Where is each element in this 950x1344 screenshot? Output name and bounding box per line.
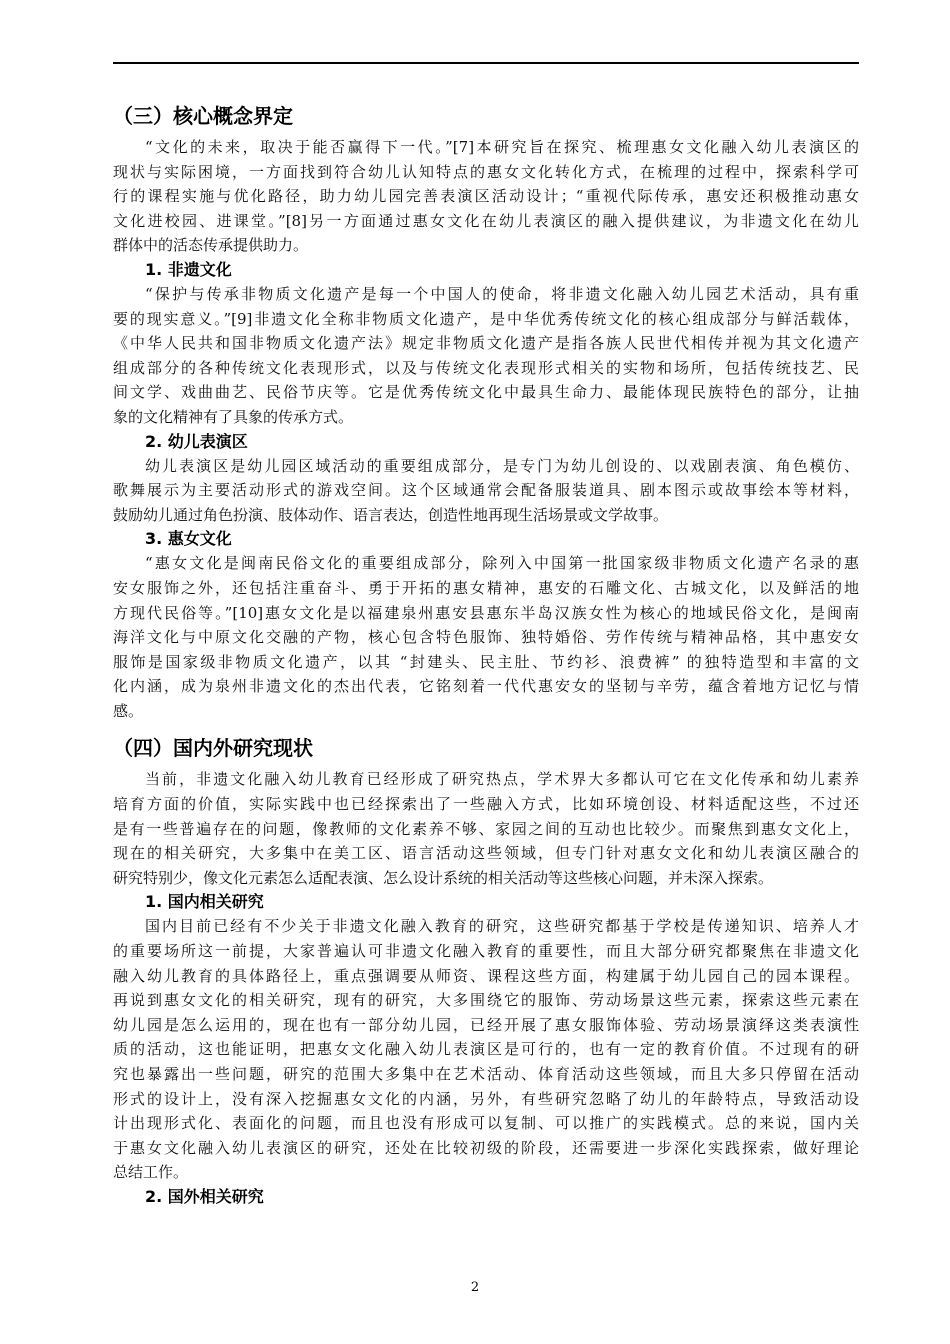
subheading-domestic-research: 1. 国内相关研究: [145, 892, 264, 912]
subheading-huinv-culture: 3. 惠女文化: [145, 529, 232, 549]
text-line: 化内涵，成为泉州非遗文化的杰出代表，它铭刻着一代代惠安女的坚韧与辛劳，蕴含着地方记忆与情: [113, 677, 859, 696]
text-line: “惠女文化是闽南民俗文化的重要组成部分，除列入中国第一批国家级非物质文化遗产名录的惠: [145, 554, 859, 573]
text-line: 幼儿表演区是幼儿园区域活动的重要组成部分，是专门为幼儿创设的、以戏剧表演、角色模仿、: [145, 456, 859, 475]
text-line: 的重要场所这一前提，大家普遍认可非遗文化融入教育的重要性，而且大部分研究都聚焦在非遗文化: [113, 942, 859, 961]
text-line: 究也暴露出一些问题，研究的范围大多集中在艺术活动、体育活动这些领域，而且大多只停留在活动: [113, 1065, 859, 1083]
text-line: 幼儿园是怎么运用的，现在也有一部分幼儿园，已经开展了惠女服饰体验、劳动场景演绎这类表演性: [113, 1015, 859, 1034]
text-line: “文化的未来，取决于能否赢得下一代。”[7]本研究旨在探究、梳理惠女文化融入幼儿表演区的: [145, 138, 859, 156]
text-line: 群体中的活态传承提供助力。: [113, 236, 309, 255]
text-line: 行的课程实施与优化路径，助力幼儿园完善表演区活动设计；“重视代际传承，惠安还积极推动惠女: [113, 187, 859, 206]
text-line: 融入幼儿教育的具体路径上，重点强调要从师资、课程这些方面，构建属于幼儿园自己的园本课程。: [113, 966, 859, 985]
section-heading-core-concepts: （三）核心概念界定: [113, 104, 293, 128]
text-line: “保护与传承非物质文化遗产是每一个中国人的使命，将非遗文化融入幼儿园艺术活动，具有重: [145, 284, 859, 303]
text-line: 研究特别少，像文化元素怎么适配表演、怎么设计系统的相关活动等这些核心问题，并未深入探索。: [113, 868, 774, 887]
paragraph: [113, 914, 859, 1185]
paragraph: [113, 551, 859, 723]
text-line: 鼓励幼儿通过角色扮演、肢体动作、语言表达，创造性地再现生活场景或文学故事。: [113, 505, 669, 524]
text-line: 方现代民俗等。”[10]惠女文化是以福建泉州惠安县惠东半岛汉族女性为核心的地域民俗文化，是闽南: [113, 603, 859, 622]
text-line: 象的文化精神有了具象的传承方式。: [113, 407, 354, 426]
text-line: 间文学、戏曲曲艺、民俗节庆等。它是优秀传统文化中最具生命力、最能体现民族特色的部分，让抽: [113, 383, 859, 402]
paragraph: [113, 282, 859, 430]
text-line: 安女服饰之外，还包括注重奋斗、勇于开拓的惠女精神，惠安的石雕文化、古城文化，以及鲜活的地: [113, 578, 859, 597]
paragraph: [113, 135, 859, 258]
text-line: 服饰是国家级非物质文化遗产，以其 “封建头、民主肚、节约衫、浪费裤” 的独特造型和丰富的文: [113, 652, 859, 671]
header-rule: [113, 62, 859, 64]
page-content: [113, 101, 859, 1209]
text-line: 当前，非遗文化融入幼儿教育已经形成了研究热点，学术界大多都认可它在文化传承和幼儿素养: [145, 770, 859, 789]
text-line: 总结工作。: [113, 1163, 189, 1182]
section-heading-research-status: （四）国内外研究现状: [113, 736, 313, 761]
subheading-performance-area: 2. 幼儿表演区: [145, 431, 248, 451]
subheading-intangible-heritage: 1. 非遗文化: [145, 259, 232, 279]
text-line: 海洋文化与中原文化交融的产物，核心包含特色服饰、独特婚俗、劳作传统与精神品格，其中惠安女: [113, 628, 859, 647]
text-line: 《中华人民共和国非物质文化遗产法》规定非物质文化遗产是指各族人民世代相传并视为其文化遗产: [113, 334, 859, 353]
text-line: 于惠女文化融入幼儿表演区的研究，还处在比较初级的阶段，还需要进一步深化实践探索，做好理论: [113, 1138, 859, 1157]
text-line: 质的活动，这也能证明，把惠女文化融入幼儿表演区是可行的，也有一定的教育价值。不过现有的研: [113, 1040, 859, 1059]
text-line: 国内目前已经有不少关于非遗文化融入教育的研究，这些研究都基于学校是传递知识、培养人才: [145, 917, 859, 936]
page-number: 2: [470, 1280, 480, 1295]
paragraph: [113, 454, 859, 528]
text-line: 计出现形式化、表面化的问题，而且也没有形成可以复制、可以推广的实践模式。总的来说，国内关: [113, 1114, 859, 1133]
text-line: 文化进校园、进课堂。”[8]另一方面通过惠女文化在幼儿表演区的融入提供建议，为非遗文化在幼儿: [113, 211, 859, 230]
text-line: 培育方面的价值，实际实践中也已经探索出了一些融入方式，比如环境创设、材料适配这些，不过还: [113, 795, 859, 814]
text-line: 现在的相关研究，大多集中在美工区、语言活动这些领域，但专门针对惠女文化和幼儿表演区融合的: [113, 844, 859, 863]
text-line: 现状与实际困境，一方面找到符合幼儿认知特点的惠女文化转化方式，在梳理的过程中，探索科学可: [113, 162, 859, 181]
text-line: 感。: [113, 701, 144, 720]
subheading-foreign-research: 2. 国外相关研究: [145, 1186, 264, 1206]
text-line: 组成部分的各种传统文化表现形式，以及与传统文化表现形式相关的实物和场所，包括传统技艺、民: [113, 358, 859, 377]
text-line: 形式的设计上，没有深入挖掘惠女文化的内涵，另外，有些研究忽略了幼儿的年龄特点，导致活动设: [113, 1089, 859, 1108]
text-line: 是有一些普遍存在的问题，像教师的文化素养不够、家园之间的互动也比较少。而聚焦到惠女文化上，: [113, 819, 859, 838]
text-line: 再说到惠女文化的相关研究，现有的研究，大多围绕它的服饰、劳动场景这些元素，探索这些元素在: [113, 991, 859, 1010]
text-line: 要的现实意义。”[9]非遗文化全称非物质文化遗产，是中华优秀传统文化的核心组成部分与鲜活载体，: [113, 309, 859, 328]
paragraph: [113, 767, 859, 890]
text-line: 歌舞展示为主要活动形式的游戏空间。这个区域通常会配备服装道具、剧本图示或故事绘本等材料，: [113, 481, 859, 500]
